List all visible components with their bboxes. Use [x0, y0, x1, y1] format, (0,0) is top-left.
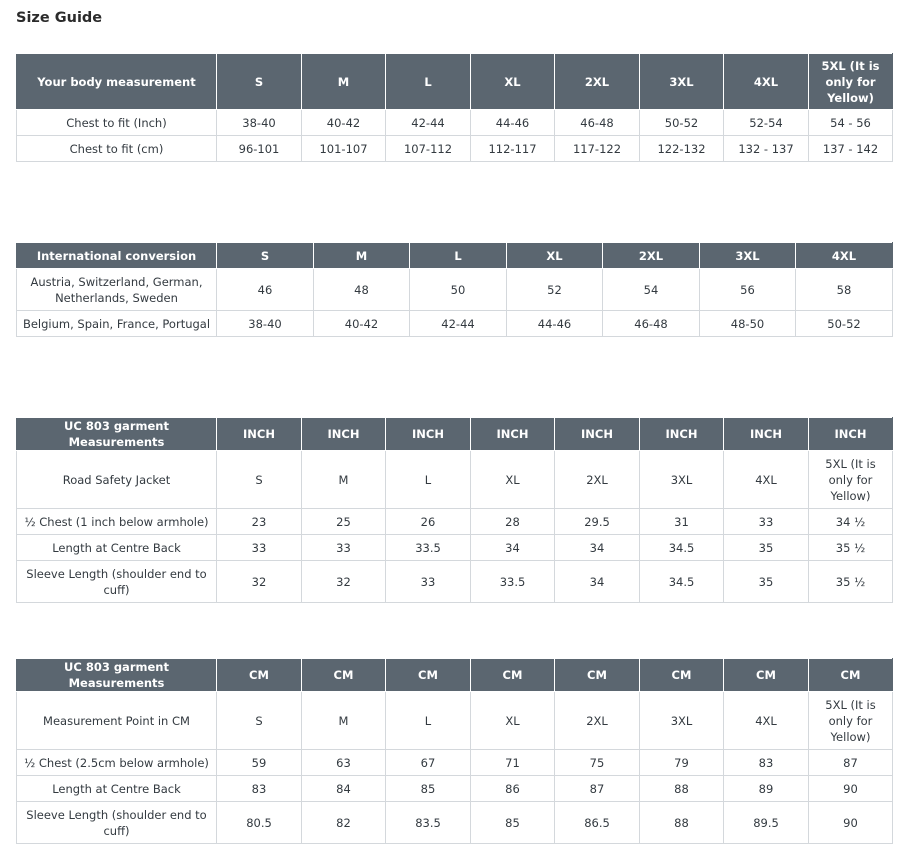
- row-label: Measurement Point in CM: [17, 692, 217, 750]
- table-cell: 87: [809, 750, 893, 776]
- table-cell: 34: [471, 535, 555, 561]
- table-cell: 63: [302, 750, 386, 776]
- row-label: ½ Chest (2.5cm below armhole): [17, 750, 217, 776]
- table-cell: 112-117: [471, 136, 555, 162]
- table-cell: 2XL: [555, 451, 640, 509]
- header-cell: CM: [386, 659, 471, 692]
- header-cell: S: [217, 243, 314, 269]
- table-cell: 88: [640, 776, 724, 802]
- table-cell: 122-132: [640, 136, 724, 162]
- table-row: [17, 451, 893, 509]
- header-cell: INCH: [809, 418, 893, 451]
- row-label: Sleeve Length (shoulder end to cuff): [17, 561, 217, 603]
- table-cell: 33: [386, 561, 471, 603]
- table-cell: 89: [724, 776, 809, 802]
- header-cell: INCH: [640, 418, 724, 451]
- table-cell: 34.5: [640, 535, 724, 561]
- table-cell: 34: [555, 535, 640, 561]
- table-cell: 80.5: [217, 802, 302, 844]
- table-cell: 75: [555, 750, 640, 776]
- header-cell: CM: [217, 659, 302, 692]
- body-measurement-table: [16, 53, 893, 162]
- table-cell: 33: [724, 509, 809, 535]
- table-header-row: [17, 54, 893, 110]
- table-cell: 50: [410, 269, 507, 311]
- header-cell: 4XL: [796, 243, 893, 269]
- table-row: [17, 561, 893, 603]
- row-label: Chest to fit (cm): [17, 136, 217, 162]
- row-label: ½ Chest (1 inch below armhole): [17, 509, 217, 535]
- table-header-row: [17, 659, 893, 692]
- page-title: Size Guide: [16, 10, 103, 26]
- table-cell: 29.5: [555, 509, 640, 535]
- header-cell: INCH: [302, 418, 386, 451]
- table-cell: 89.5: [724, 802, 809, 844]
- table-cell: 3XL: [640, 692, 724, 750]
- table-cell: 42-44: [386, 110, 471, 136]
- table-cell: S: [217, 451, 302, 509]
- table-cell: 28: [471, 509, 555, 535]
- header-cell: CM: [809, 659, 893, 692]
- row-label: Length at Centre Back: [17, 535, 217, 561]
- header-cell: CM: [471, 659, 555, 692]
- table-cell: M: [302, 451, 386, 509]
- table-cell: 33.5: [386, 535, 471, 561]
- table-cell: 38-40: [217, 110, 302, 136]
- header-cell: M: [314, 243, 410, 269]
- table-row: [17, 750, 893, 776]
- table-row: [17, 136, 893, 162]
- table-cell: 33: [217, 535, 302, 561]
- table-header-row: [17, 418, 893, 451]
- table-cell: 33: [302, 535, 386, 561]
- table-cell: 85: [471, 802, 555, 844]
- header-cell: INCH: [386, 418, 471, 451]
- header-cell: CM: [555, 659, 640, 692]
- header-cell: XL: [471, 54, 555, 110]
- table-cell: 35: [724, 561, 809, 603]
- header-cell: 2XL: [603, 243, 700, 269]
- header-cell: 3XL: [700, 243, 796, 269]
- header-cell: L: [386, 54, 471, 110]
- table-cell: 83: [217, 776, 302, 802]
- table-cell: 83: [724, 750, 809, 776]
- header-cell: CM: [302, 659, 386, 692]
- table-cell: 5XL (It is only for Yellow): [809, 451, 893, 509]
- table-cell: 48-50: [700, 311, 796, 337]
- table-cell: 86: [471, 776, 555, 802]
- table-cell: 87: [555, 776, 640, 802]
- table-cell: 31: [640, 509, 724, 535]
- table-cell: 34: [555, 561, 640, 603]
- header-cell: CM: [640, 659, 724, 692]
- table-cell: M: [302, 692, 386, 750]
- table-cell: 79: [640, 750, 724, 776]
- table-cell: 46: [217, 269, 314, 311]
- table-cell: 34.5: [640, 561, 724, 603]
- table-cell: 71: [471, 750, 555, 776]
- table-cell: 5XL (It is only for Yellow): [809, 692, 893, 750]
- table-cell: 88: [640, 802, 724, 844]
- table-cell: XL: [471, 451, 555, 509]
- table-cell: 58: [796, 269, 893, 311]
- table-cell: 4XL: [724, 451, 809, 509]
- table-cell: 59: [217, 750, 302, 776]
- table-cell: 26: [386, 509, 471, 535]
- table-cell: 56: [700, 269, 796, 311]
- table-cell: 34 ½: [809, 509, 893, 535]
- header-cell: INCH: [471, 418, 555, 451]
- header-cell: 3XL: [640, 54, 724, 110]
- garment-inch-measurements-table: [16, 417, 893, 603]
- table-row: [17, 311, 893, 337]
- header-cell: International conversion: [17, 243, 217, 269]
- table-cell: L: [386, 692, 471, 750]
- table-row: [17, 776, 893, 802]
- table-cell: 117-122: [555, 136, 640, 162]
- table-cell: 90: [809, 802, 893, 844]
- international-conversion-table: [16, 242, 893, 337]
- table-cell: 42-44: [410, 311, 507, 337]
- header-cell: S: [217, 54, 302, 110]
- table-cell: 86.5: [555, 802, 640, 844]
- row-label: Austria, Switzerland, German, Netherlands, Sweden: [17, 269, 217, 311]
- table-row: [17, 535, 893, 561]
- table-cell: 46-48: [555, 110, 640, 136]
- table-cell: 35: [724, 535, 809, 561]
- table-cell: 3XL: [640, 451, 724, 509]
- table-cell: 83.5: [386, 802, 471, 844]
- table-row: [17, 692, 893, 750]
- table-cell: 96-101: [217, 136, 302, 162]
- table-row: [17, 269, 893, 311]
- table-cell: XL: [471, 692, 555, 750]
- table-cell: 132 - 137: [724, 136, 809, 162]
- table-cell: 35 ½: [809, 561, 893, 603]
- table-cell: 40-42: [314, 311, 410, 337]
- table-cell: 23: [217, 509, 302, 535]
- table-cell: 2XL: [555, 692, 640, 750]
- table-cell: 44-46: [471, 110, 555, 136]
- table-cell: 35 ½: [809, 535, 893, 561]
- table-cell: 40-42: [302, 110, 386, 136]
- header-cell: INCH: [217, 418, 302, 451]
- table-cell: 107-112: [386, 136, 471, 162]
- table-cell: 32: [217, 561, 302, 603]
- header-cell: UC 803 garment Measurements: [17, 418, 217, 451]
- header-cell: Your body measurement: [17, 54, 217, 110]
- row-label: Sleeve Length (shoulder end to cuff): [17, 802, 217, 844]
- row-label: Chest to fit (Inch): [17, 110, 217, 136]
- table-cell: 33.5: [471, 561, 555, 603]
- table-cell: 50-52: [640, 110, 724, 136]
- row-label: Length at Centre Back: [17, 776, 217, 802]
- header-cell: CM: [724, 659, 809, 692]
- table-row: [17, 110, 893, 136]
- table-cell: 25: [302, 509, 386, 535]
- table-cell: 50-52: [796, 311, 893, 337]
- table-cell: 52: [507, 269, 603, 311]
- header-cell: 5XL (It is only for Yellow): [809, 54, 893, 110]
- table-cell: 101-107: [302, 136, 386, 162]
- header-cell: L: [410, 243, 507, 269]
- table-cell: 52-54: [724, 110, 809, 136]
- table-cell: 67: [386, 750, 471, 776]
- header-cell: INCH: [724, 418, 809, 451]
- header-cell: XL: [507, 243, 603, 269]
- table-row: [17, 509, 893, 535]
- table-cell: 90: [809, 776, 893, 802]
- header-cell: M: [302, 54, 386, 110]
- header-cell: INCH: [555, 418, 640, 451]
- table-cell: 82: [302, 802, 386, 844]
- table-row: [17, 802, 893, 844]
- table-cell: L: [386, 451, 471, 509]
- row-label: Road Safety Jacket: [17, 451, 217, 509]
- table-cell: 44-46: [507, 311, 603, 337]
- table-cell: S: [217, 692, 302, 750]
- garment-cm-measurements-table: [16, 658, 893, 844]
- table-cell: 46-48: [603, 311, 700, 337]
- table-cell: 85: [386, 776, 471, 802]
- table-cell: 38-40: [217, 311, 314, 337]
- row-label: Belgium, Spain, France, Portugal: [17, 311, 217, 337]
- table-cell: 137 - 142: [809, 136, 893, 162]
- table-cell: 54 - 56: [809, 110, 893, 136]
- header-cell: UC 803 garment Measurements: [17, 659, 217, 692]
- table-header-row: [17, 243, 893, 269]
- table-cell: 32: [302, 561, 386, 603]
- table-cell: 84: [302, 776, 386, 802]
- header-cell: 4XL: [724, 54, 809, 110]
- table-cell: 4XL: [724, 692, 809, 750]
- table-cell: 54: [603, 269, 700, 311]
- table-cell: 48: [314, 269, 410, 311]
- header-cell: 2XL: [555, 54, 640, 110]
